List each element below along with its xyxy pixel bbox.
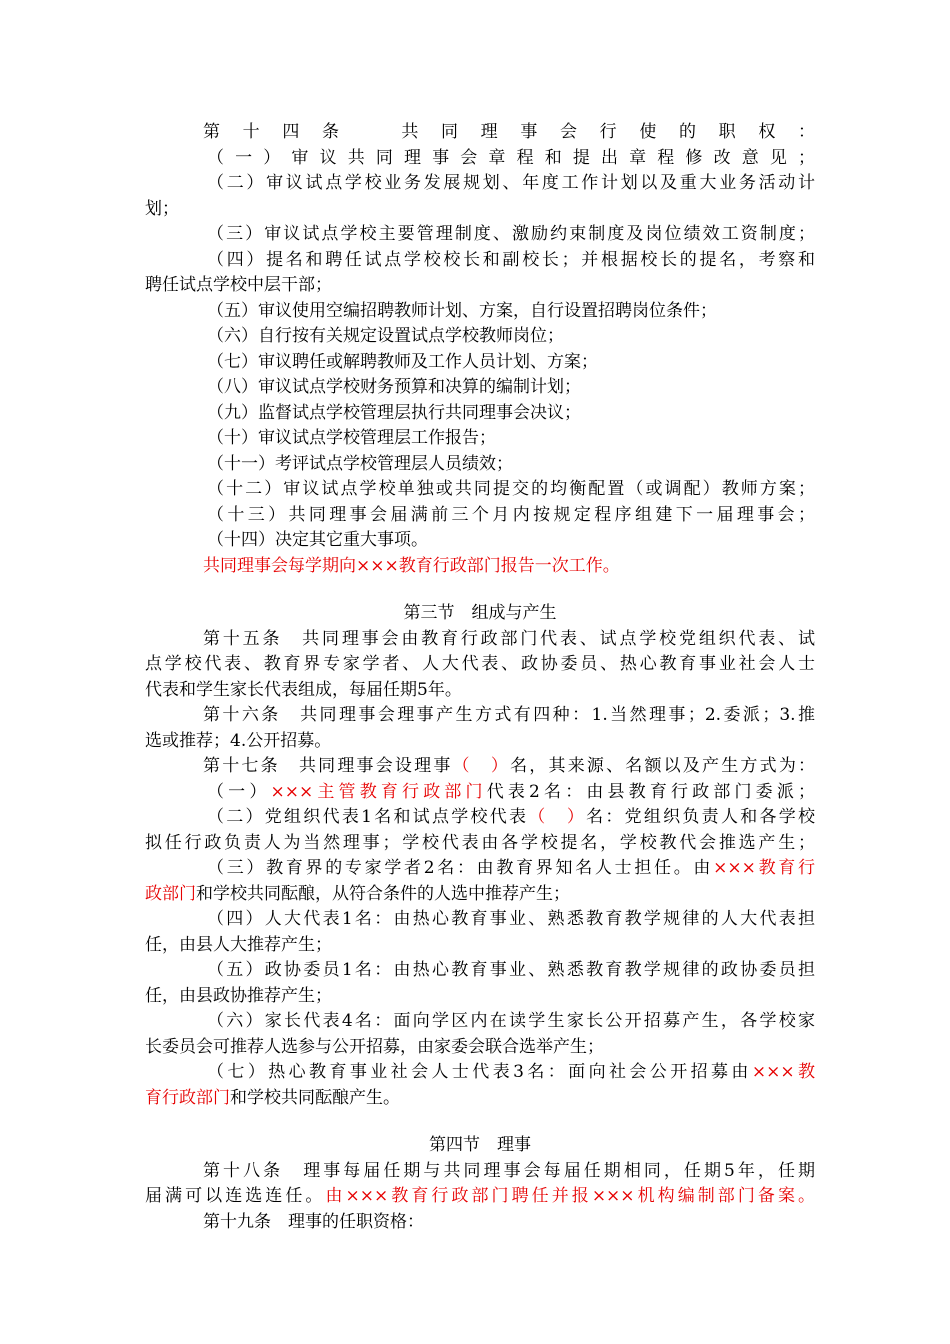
art17-item-2 (145, 805, 815, 831)
art14-item: （一）审议共同理事会章程和提出章程修改意见； (207, 147, 815, 168)
blank-placeholder: （ ） (452, 756, 511, 776)
article-17-text: 第十七条 共同理事会设理事 (203, 756, 453, 776)
article-18-line (145, 1184, 815, 1210)
article-16-line: 第十六条 共同理事会理事产生方式有四种：1.当然理事；2.委派；3.推 (203, 705, 815, 725)
art14-item: （四）提名和聘任试点学校校长和副校长；并根据校长的提名，考察和 (207, 249, 815, 270)
item-text: （二）党组织代表1名和试点学校代表 (207, 807, 529, 827)
art17-item-6: （六）家长代表4名：面向学区内在读学生家长公开招募产生，各学校家 (207, 1011, 815, 1031)
item-text: 名：党组织负责人和各学校 (586, 807, 815, 827)
art14-item: （十一）考评试点学校管理层人员绩效； (207, 453, 513, 474)
article-14-title: 第十四条 共同理事会行使的职权： (203, 122, 815, 142)
art14-item-cont: 聘任试点学校中层干部； (145, 275, 332, 295)
article-19-title: 第十九条 理事的任职资格： (203, 1211, 424, 1232)
art17-item-6-cont: 长委员会可推荐人选参与公开招募，由家委会联合选举产生； (145, 1036, 604, 1057)
highlighted-authority: 育行政部门 (145, 1087, 230, 1108)
article-17-line (145, 754, 815, 780)
art17-item-3-cont (145, 882, 815, 908)
article-18-text: 届满可以连选连任。 (145, 1186, 326, 1206)
art14-item: （八）审议试点学校财务预算和决算的编制计划； (207, 377, 581, 397)
article-15-line: 第十五条 共同理事会由教育行政部门代表、试点学校党组织代表、试 (203, 628, 815, 649)
section-3-heading: 第三节 组成与产生 (403, 603, 557, 623)
highlighted-authority: 政部门 (145, 883, 196, 904)
art14-item: （十三）共同理事会届满前三个月内按规定程序组建下一届理事会； (207, 504, 815, 525)
article-15-line: 点学校代表、教育界专家学者、人大代表、政协委员、热心教育事业社会人士 (145, 654, 815, 674)
art17-item-3 (145, 856, 815, 882)
article-17-text: 名，其来源、名额以及产生方式为： (510, 756, 816, 776)
blank-placeholder: （ ） (528, 807, 587, 827)
item-text: （七）热心教育事业社会人士代表3名：面向社会公开招募由 (207, 1062, 752, 1082)
art17-item-4-cont: 任，由县人大推荐产生； (145, 934, 332, 955)
art14-item: （三）审议试点学校主要管理制度、激励约束制度及岗位绩效工资制度； (207, 224, 815, 244)
art14-item-cont: 划； (145, 198, 179, 219)
art14-item: （五）审议使用空编招聘教师计划、方案，自行设置招聘岗位条件； (207, 300, 717, 321)
item-number: （一） (207, 781, 271, 802)
art17-item-4: （四）人大代表1名：由热心教育事业、熟悉教育教学规律的人大代表担 (207, 909, 815, 929)
item-text: （三）教育界的专家学者2名：由教育界知名人士担任。由 (207, 858, 714, 878)
art14-item: （二）审议试点学校业务发展规划、年度工作计划以及重大业务活动计 (207, 173, 815, 193)
art14-item: （九）监督试点学校管理层执行共同理事会决议； (207, 402, 581, 423)
art14-report-note: 共同理事会每学期向×××教育行政部门报告一次工作。 (203, 555, 620, 576)
item-text: 代表2名：由县教育行政部门委派； (486, 781, 815, 802)
art14-item: （十四）决定其它重大事项。 (207, 530, 428, 550)
document-body (145, 120, 815, 1235)
art17-item-7-cont (145, 1086, 815, 1112)
art14-item: （十）审议试点学校管理层工作报告； (207, 428, 496, 448)
art17-item-5-cont: 任，由县政协推荐产生； (145, 985, 332, 1006)
art14-item: （十二）审议试点学校单独或共同提交的均衡配置（或调配）教师方案； (207, 479, 815, 499)
art17-item-1 (145, 780, 815, 806)
art14-item: （六）自行按有关规定设置试点学校教师岗位； (207, 326, 564, 346)
art17-item-7 (145, 1060, 815, 1086)
highlighted-authority: ×××主管教育行政部门 (270, 781, 487, 802)
highlighted-authority: 由×××教育行政部门聘任并报×××机构编制部门备案。 (325, 1186, 816, 1206)
highlighted-authority: ×××教 (751, 1062, 815, 1082)
article-16-line: 选或推荐；4.公开招募。 (145, 730, 332, 751)
article-18-line: 第十八条 理事每届任期与共同理事会每届任期相同，任期5年，任期 (203, 1160, 815, 1181)
article-15-line: 代表和学生家长代表组成，每届任期5年。 (145, 679, 462, 700)
art17-item-2-cont: 拟任行政负责人为当然理事；学校代表由各学校提名，学校教代会推选产生； (145, 832, 815, 853)
art14-item: （七）审议聘任或解聘教师及工作人员计划、方案； (207, 351, 598, 372)
highlighted-authority: ×××教育行 (713, 858, 815, 878)
item-text: 和学校共同酝酿，从符合条件的人选中推荐产生； (196, 883, 570, 904)
item-text: 和学校共同酝酿产生。 (230, 1087, 400, 1108)
section-4-heading: 第四节 理事 (429, 1135, 531, 1155)
art17-item-5: （五）政协委员1名：由热心教育事业、熟悉教育教学规律的政协委员担 (207, 960, 815, 980)
